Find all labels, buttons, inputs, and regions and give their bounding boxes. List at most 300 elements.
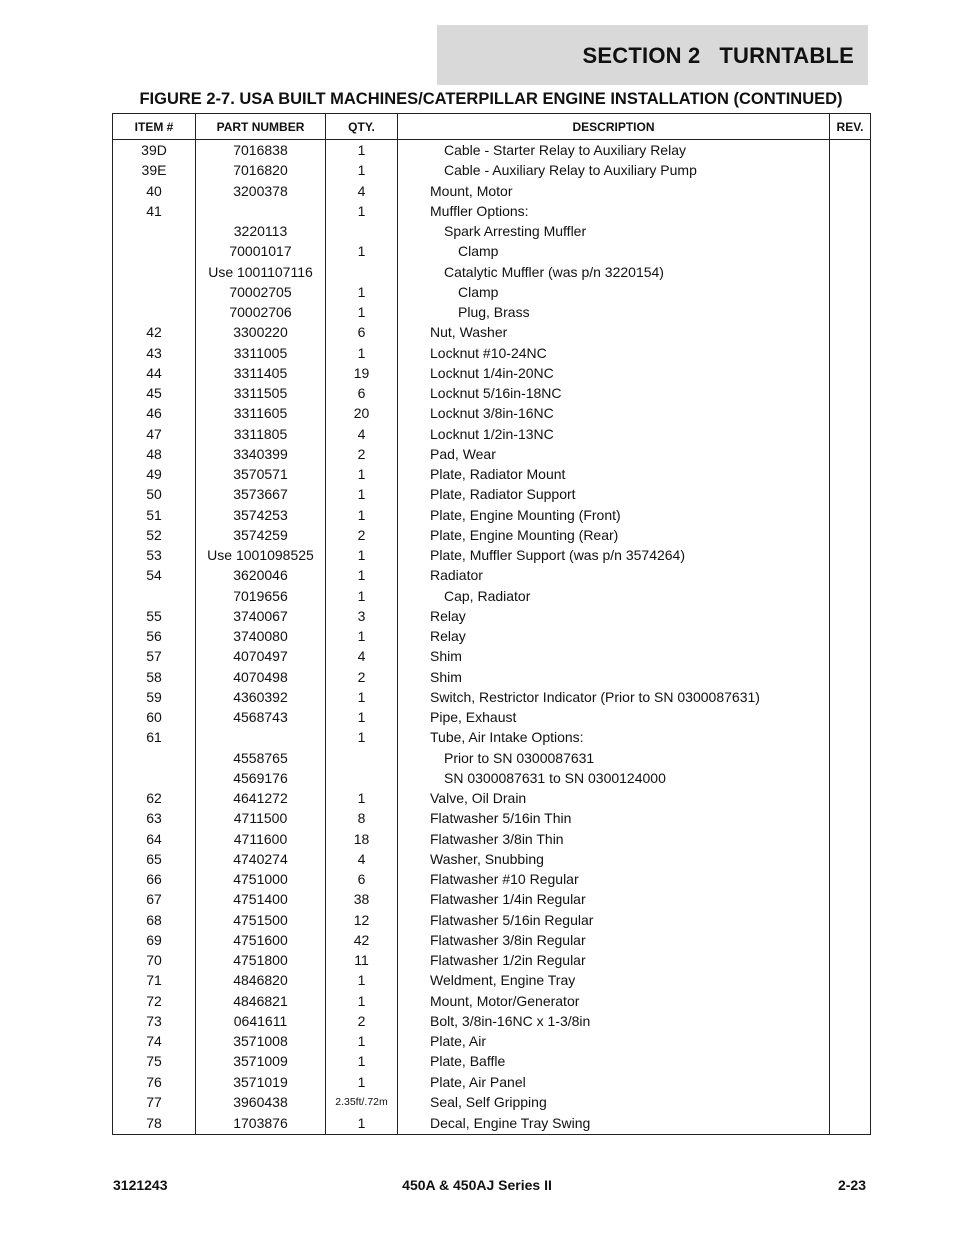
table-row (113, 829, 871, 849)
description-cell (398, 1092, 830, 1112)
item-number-cell: 70 (113, 950, 196, 970)
part-number-cell: 3573667 (196, 484, 326, 504)
revision-cell (830, 788, 871, 808)
item-number-cell: 43 (113, 343, 196, 363)
item-number-cell (113, 262, 196, 282)
description-cell (398, 201, 830, 221)
description-cell (398, 464, 830, 484)
quantity-cell: 6 (326, 322, 398, 342)
description-cell (398, 241, 830, 261)
revision-cell (830, 484, 871, 504)
description-text: Pad, Wear (430, 445, 496, 462)
description-text: Decal, Engine Tray Swing (430, 1115, 591, 1131)
item-number-cell: 56 (113, 626, 196, 646)
part-number-cell: 4846821 (196, 991, 326, 1011)
table-row (113, 464, 871, 484)
table-row (113, 930, 871, 950)
revision-cell (830, 808, 871, 828)
table-row (113, 1072, 871, 1092)
part-number-cell: 0641611 (196, 1011, 326, 1031)
item-number-cell: 65 (113, 849, 196, 869)
table-row (113, 1092, 871, 1112)
revision-cell (830, 889, 871, 909)
quantity-cell: 2.35ft/.72m (326, 1092, 398, 1112)
table-row (113, 1051, 871, 1071)
description-text: Tube, Air Intake Options: (430, 729, 584, 746)
description-cell (398, 748, 830, 768)
description-text: Plate, Engine Mounting (Front) (430, 506, 621, 523)
quantity-cell: 2 (326, 525, 398, 545)
revision-cell (830, 1112, 871, 1135)
revision-cell (830, 970, 871, 990)
quantity-cell: 4 (326, 849, 398, 869)
description-cell (398, 707, 830, 727)
revision-cell (830, 646, 871, 666)
description-text: Muffler Options: (430, 202, 529, 219)
description-text: Prior to SN 0300087631 (444, 749, 595, 766)
part-number-cell: 4751000 (196, 869, 326, 889)
description-cell (398, 768, 830, 788)
description-cell (398, 950, 830, 970)
description-text: Weldment, Engine Tray (430, 972, 576, 989)
description-cell (398, 363, 830, 383)
description-text: Plate, Air (430, 1033, 487, 1050)
description-cell (398, 808, 830, 828)
description-text: Valve, Oil Drain (430, 790, 527, 807)
description-text: Mount, Motor/Generator (430, 992, 580, 1009)
description-text: Radiator (430, 567, 483, 584)
revision-cell (830, 262, 871, 282)
description-cell (398, 545, 830, 565)
description-cell (398, 565, 830, 585)
revision-cell (830, 181, 871, 201)
table-row (113, 302, 871, 322)
part-number-cell: 3571019 (196, 1072, 326, 1092)
item-number-cell: 72 (113, 991, 196, 1011)
item-number-cell: 62 (113, 788, 196, 808)
item-number-cell: 78 (113, 1112, 196, 1135)
table-row (113, 565, 871, 585)
description-text: Locknut #10-24NC (430, 344, 547, 361)
revision-cell (830, 930, 871, 950)
item-number-cell: 67 (113, 889, 196, 909)
part-number-cell: 3571008 (196, 1031, 326, 1051)
revision-cell (830, 727, 871, 747)
item-number-cell: 44 (113, 363, 196, 383)
quantity-cell: 4 (326, 181, 398, 201)
quantity-cell: 1 (326, 160, 398, 180)
description-cell (398, 302, 830, 322)
description-cell (398, 403, 830, 423)
quantity-cell (326, 221, 398, 241)
table-row (113, 869, 871, 889)
part-number-cell: Use 1001107116 (196, 262, 326, 282)
revision-cell (830, 991, 871, 1011)
item-number-cell: 69 (113, 930, 196, 950)
item-number-cell: 64 (113, 829, 196, 849)
revision-cell (830, 849, 871, 869)
quantity-cell: 2 (326, 667, 398, 687)
revision-cell (830, 160, 871, 180)
description-cell (398, 1011, 830, 1031)
revision-cell (830, 383, 871, 403)
revision-cell (830, 606, 871, 626)
part-number-cell: 4360392 (196, 687, 326, 707)
description-cell (398, 140, 830, 161)
column-header-description: DESCRIPTION (398, 114, 830, 140)
description-text: Plate, Baffle (430, 1053, 506, 1070)
table-row (113, 181, 871, 201)
quantity-cell: 1 (326, 707, 398, 727)
item-number-cell: 60 (113, 707, 196, 727)
quantity-cell: 1 (326, 545, 398, 565)
revision-cell (830, 565, 871, 585)
column-header-item: ITEM # (113, 114, 196, 140)
revision-cell (830, 545, 871, 565)
description-text: Spark Arresting Muffler (444, 223, 587, 240)
description-cell (398, 586, 830, 606)
description-cell (398, 383, 830, 403)
table-row (113, 768, 871, 788)
description-cell (398, 444, 830, 464)
item-number-cell: 45 (113, 383, 196, 403)
description-text: Cable - Starter Relay to Auxiliary Relay (444, 142, 686, 159)
revision-cell (830, 140, 871, 161)
part-number-cell: 3740067 (196, 606, 326, 626)
item-number-cell: 63 (113, 808, 196, 828)
part-number-cell: 4641272 (196, 788, 326, 808)
description-text: Plate, Radiator Mount (430, 466, 566, 483)
figure-title: FIGURE 2-7. USA BUILT MACHINES/CATERPILLAR ENGINE INSTALLATION (CONTINUED) (139, 90, 843, 108)
quantity-cell: 42 (326, 930, 398, 950)
table-row (113, 991, 871, 1011)
quantity-cell: 1 (326, 586, 398, 606)
quantity-cell: 1 (326, 505, 398, 525)
item-number-cell: 66 (113, 869, 196, 889)
item-number-cell (113, 748, 196, 768)
description-cell (398, 262, 830, 282)
quantity-cell: 4 (326, 646, 398, 666)
description-text: Catalytic Muffler (was p/n 3220154) (444, 263, 664, 280)
item-number-cell: 71 (113, 970, 196, 990)
quantity-cell: 1 (326, 1051, 398, 1071)
quantity-cell: 1 (326, 991, 398, 1011)
part-number-cell: 3340399 (196, 444, 326, 464)
quantity-cell: 1 (326, 140, 398, 161)
revision-cell (830, 586, 871, 606)
table-row (113, 788, 871, 808)
quantity-cell: 1 (326, 626, 398, 646)
table-row (113, 707, 871, 727)
description-text: Nut, Washer (430, 324, 508, 341)
description-cell (398, 646, 830, 666)
description-cell (398, 221, 830, 241)
part-number-cell: 4751400 (196, 889, 326, 909)
table-row (113, 140, 871, 161)
description-text: Locknut 1/2in-13NC (430, 425, 554, 442)
description-cell (398, 788, 830, 808)
item-number-cell (113, 586, 196, 606)
table-row (113, 545, 871, 565)
quantity-cell: 18 (326, 829, 398, 849)
part-number-cell: 7019656 (196, 586, 326, 606)
part-number-cell: 4070498 (196, 667, 326, 687)
description-text: Flatwasher 1/4in Regular (430, 891, 586, 908)
description-text: Plate, Engine Mounting (Rear) (430, 526, 619, 543)
revision-cell (830, 707, 871, 727)
part-number-cell: 70002705 (196, 282, 326, 302)
part-number-cell: 3620046 (196, 565, 326, 585)
table-row (113, 160, 871, 180)
quantity-cell: 1 (326, 687, 398, 707)
description-cell (398, 1051, 830, 1071)
quantity-cell: 1 (326, 788, 398, 808)
revision-cell (830, 869, 871, 889)
description-cell (398, 181, 830, 201)
description-cell (398, 1072, 830, 1092)
table-row (113, 667, 871, 687)
part-number-cell: 3960438 (196, 1092, 326, 1112)
table-row (113, 525, 871, 545)
footer-doc-number: 3121243 (113, 1177, 168, 1193)
description-text: Shim (430, 668, 462, 685)
part-number-cell: 3311405 (196, 363, 326, 383)
quantity-cell: 19 (326, 363, 398, 383)
description-cell (398, 970, 830, 990)
part-number-cell: 3311005 (196, 343, 326, 363)
quantity-cell: 1 (326, 1072, 398, 1092)
revision-cell (830, 201, 871, 221)
part-number-cell (196, 727, 326, 747)
revision-cell (830, 950, 871, 970)
description-text: Seal, Self Gripping (430, 1093, 547, 1110)
description-cell (398, 667, 830, 687)
part-number-cell: 3220113 (196, 221, 326, 241)
part-number-cell: 3570571 (196, 464, 326, 484)
quantity-cell: 1 (326, 302, 398, 322)
description-text: Locknut 3/8in-16NC (430, 405, 554, 422)
quantity-cell: 1 (326, 1031, 398, 1051)
revision-cell (830, 403, 871, 423)
revision-cell (830, 1092, 871, 1112)
description-cell (398, 930, 830, 950)
part-number-cell: 3571009 (196, 1051, 326, 1071)
revision-cell (830, 322, 871, 342)
description-text: Locknut 1/4in-20NC (430, 364, 554, 381)
item-number-cell: 50 (113, 484, 196, 504)
table-row (113, 889, 871, 909)
part-number-cell: 4751800 (196, 950, 326, 970)
table-row (113, 950, 871, 970)
revision-cell (830, 241, 871, 261)
part-number-cell: 7016820 (196, 160, 326, 180)
description-cell (398, 322, 830, 342)
table-row (113, 970, 871, 990)
quantity-cell: 12 (326, 910, 398, 930)
description-text: Clamp (458, 283, 499, 300)
description-text: Mount, Motor (430, 182, 513, 199)
item-number-cell: 39D (113, 140, 196, 161)
description-text: Plate, Air Panel (430, 1073, 526, 1090)
quantity-cell: 1 (326, 565, 398, 585)
item-number-cell: 52 (113, 525, 196, 545)
part-number-cell: 3574253 (196, 505, 326, 525)
column-header-rev: REV. (830, 114, 871, 140)
description-cell (398, 282, 830, 302)
item-number-cell: 55 (113, 606, 196, 626)
description-text: Flatwasher 3/8in Regular (430, 931, 586, 948)
table-row (113, 201, 871, 221)
item-number-cell: 51 (113, 505, 196, 525)
quantity-cell: 2 (326, 1011, 398, 1031)
part-number-cell: 4558765 (196, 748, 326, 768)
description-text: SN 0300087631 to SN 0300124000 (444, 769, 666, 786)
item-number-cell (113, 241, 196, 261)
quantity-cell: 6 (326, 869, 398, 889)
description-cell (398, 829, 830, 849)
part-number-cell: 7016838 (196, 140, 326, 161)
quantity-cell: 1 (326, 201, 398, 221)
quantity-cell: 1 (326, 727, 398, 747)
description-cell (398, 626, 830, 646)
item-number-cell: 61 (113, 727, 196, 747)
table-row (113, 363, 871, 383)
description-text: Cable - Auxiliary Relay to Auxiliary Pump (444, 162, 697, 179)
item-number-cell: 68 (113, 910, 196, 930)
table-row (113, 626, 871, 646)
table-row (113, 606, 871, 626)
part-number-cell: 3300220 (196, 322, 326, 342)
description-text: Cap, Radiator (444, 587, 531, 604)
table-row (113, 383, 871, 403)
description-cell (398, 525, 830, 545)
quantity-cell: 1 (326, 282, 398, 302)
description-text: Switch, Restrictor Indicator (Prior to SN 0300087631) (430, 688, 760, 705)
description-cell (398, 606, 830, 626)
part-number-cell: 70001017 (196, 241, 326, 261)
description-cell (398, 343, 830, 363)
column-header-qty: QTY. (326, 114, 398, 140)
revision-cell (830, 829, 871, 849)
revision-cell (830, 687, 871, 707)
footer-model: 450A & 450AJ Series II (402, 1177, 552, 1193)
description-text: Plate, Muffler Support (was p/n 3574264) (430, 547, 686, 564)
part-number-cell: Use 1001098525 (196, 545, 326, 565)
description-text: Flatwasher 5/16in Regular (430, 911, 594, 928)
revision-cell (830, 505, 871, 525)
description-text: Locknut 5/16in-18NC (430, 385, 562, 402)
description-text: Plug, Brass (458, 304, 530, 321)
table-row (113, 808, 871, 828)
item-number-cell: 48 (113, 444, 196, 464)
quantity-cell: 1 (326, 241, 398, 261)
part-number-cell: 4740274 (196, 849, 326, 869)
table-row (113, 505, 871, 525)
description-text: Flatwasher 5/16in Thin (430, 810, 572, 827)
item-number-cell: 47 (113, 424, 196, 444)
item-number-cell: 40 (113, 181, 196, 201)
table-row (113, 1031, 871, 1051)
part-number-cell: 4846820 (196, 970, 326, 990)
footer-page-number: 2-23 (837, 1177, 866, 1193)
revision-cell (830, 282, 871, 302)
description-cell (398, 727, 830, 747)
item-number-cell: 58 (113, 667, 196, 687)
part-number-cell: 3200378 (196, 181, 326, 201)
item-number-cell: 53 (113, 545, 196, 565)
table-row (113, 586, 871, 606)
description-cell (398, 849, 830, 869)
quantity-cell: 1 (326, 343, 398, 363)
quantity-cell: 1 (326, 1112, 398, 1135)
description-cell (398, 160, 830, 180)
description-text: Shim (430, 648, 462, 665)
part-number-cell: 4711500 (196, 808, 326, 828)
table-row (113, 322, 871, 342)
revision-cell (830, 1072, 871, 1092)
revision-cell (830, 667, 871, 687)
item-number-cell: 74 (113, 1031, 196, 1051)
table-row (113, 646, 871, 666)
part-number-cell: 3311505 (196, 383, 326, 403)
table-row (113, 424, 871, 444)
description-cell (398, 484, 830, 504)
parts-table-body (113, 140, 871, 1135)
revision-cell (830, 525, 871, 545)
description-text: Flatwasher #10 Regular (430, 871, 579, 888)
item-number-cell: 76 (113, 1072, 196, 1092)
item-number-cell: 42 (113, 322, 196, 342)
column-header-part-number: PART NUMBER (196, 114, 326, 140)
item-number-cell: 59 (113, 687, 196, 707)
table-row (113, 221, 871, 241)
part-number-cell: 3740080 (196, 626, 326, 646)
description-text: Washer, Snubbing (430, 850, 544, 867)
part-number-cell: 70002706 (196, 302, 326, 322)
revision-cell (830, 910, 871, 930)
part-number-cell: 4070497 (196, 646, 326, 666)
revision-cell (830, 302, 871, 322)
table-row (113, 910, 871, 930)
item-number-cell (113, 302, 196, 322)
table-row (113, 484, 871, 504)
revision-cell (830, 1031, 871, 1051)
quantity-cell: 11 (326, 950, 398, 970)
description-cell (398, 910, 830, 930)
description-text: Flatwasher 3/8in Thin (430, 830, 564, 847)
quantity-cell: 38 (326, 889, 398, 909)
revision-cell (830, 464, 871, 484)
item-number-cell: 41 (113, 201, 196, 221)
description-cell (398, 991, 830, 1011)
quantity-cell: 2 (326, 444, 398, 464)
part-number-cell: 4711600 (196, 829, 326, 849)
table-row (113, 241, 871, 261)
table-row (113, 444, 871, 464)
part-number-cell: 3311605 (196, 403, 326, 423)
item-number-cell: 77 (113, 1092, 196, 1112)
table-row (113, 403, 871, 423)
quantity-cell: 6 (326, 383, 398, 403)
item-number-cell: 49 (113, 464, 196, 484)
table-row (113, 262, 871, 282)
quantity-cell: 20 (326, 403, 398, 423)
item-number-cell (113, 221, 196, 241)
description-cell (398, 1031, 830, 1051)
quantity-cell (326, 748, 398, 768)
revision-cell (830, 626, 871, 646)
revision-cell (830, 221, 871, 241)
